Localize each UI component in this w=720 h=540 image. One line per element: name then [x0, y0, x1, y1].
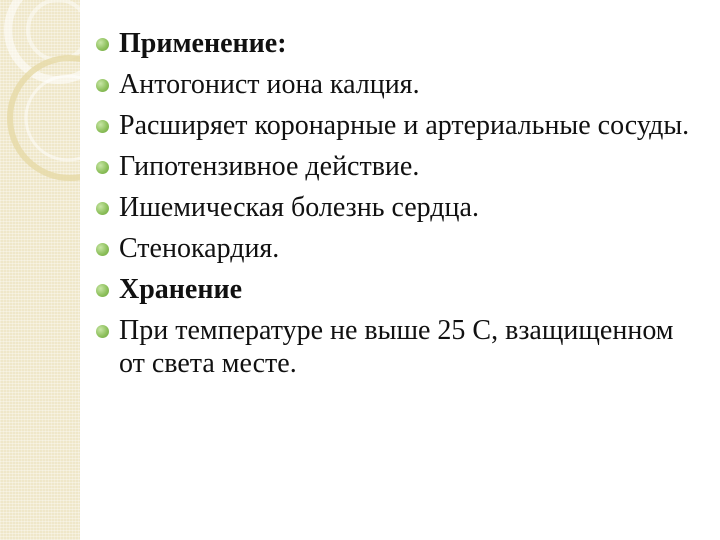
- bullet-list: [96, 27, 696, 388]
- bullet-icon: [96, 120, 109, 133]
- list-item: [96, 232, 696, 265]
- list-item: [96, 68, 696, 101]
- bullet-icon: [96, 202, 109, 215]
- list-item-text: Хранение: [119, 274, 243, 305]
- list-item-text: Расширяет коронарные и артериальные сосуды.: [119, 110, 690, 141]
- list-item-text: Применение:: [119, 28, 287, 59]
- list-item-text: При температуре не выше 25 С, взащищенном от света месте.: [119, 315, 674, 379]
- bullet-icon: [96, 243, 109, 256]
- list-item-storage-heading: [96, 273, 696, 306]
- bullet-icon: [96, 79, 109, 92]
- list-item-text: Антогонист иона калция.: [119, 69, 420, 100]
- list-item: [96, 109, 696, 142]
- list-item: [96, 150, 696, 183]
- decorative-circles: [0, 0, 80, 540]
- bullet-icon: [96, 38, 109, 51]
- list-item: [96, 314, 696, 380]
- bullet-icon: [96, 325, 109, 338]
- decorative-side-band: [0, 0, 80, 540]
- list-item-application-heading: [96, 27, 696, 60]
- list-item-text: Ишемическая болезнь сердца.: [119, 192, 479, 223]
- list-item: [96, 191, 696, 224]
- bullet-icon: [96, 284, 109, 297]
- list-item-text: Гипотензивное действие.: [119, 151, 420, 182]
- bullet-icon: [96, 161, 109, 174]
- list-item-text: Стенокардия.: [119, 233, 280, 264]
